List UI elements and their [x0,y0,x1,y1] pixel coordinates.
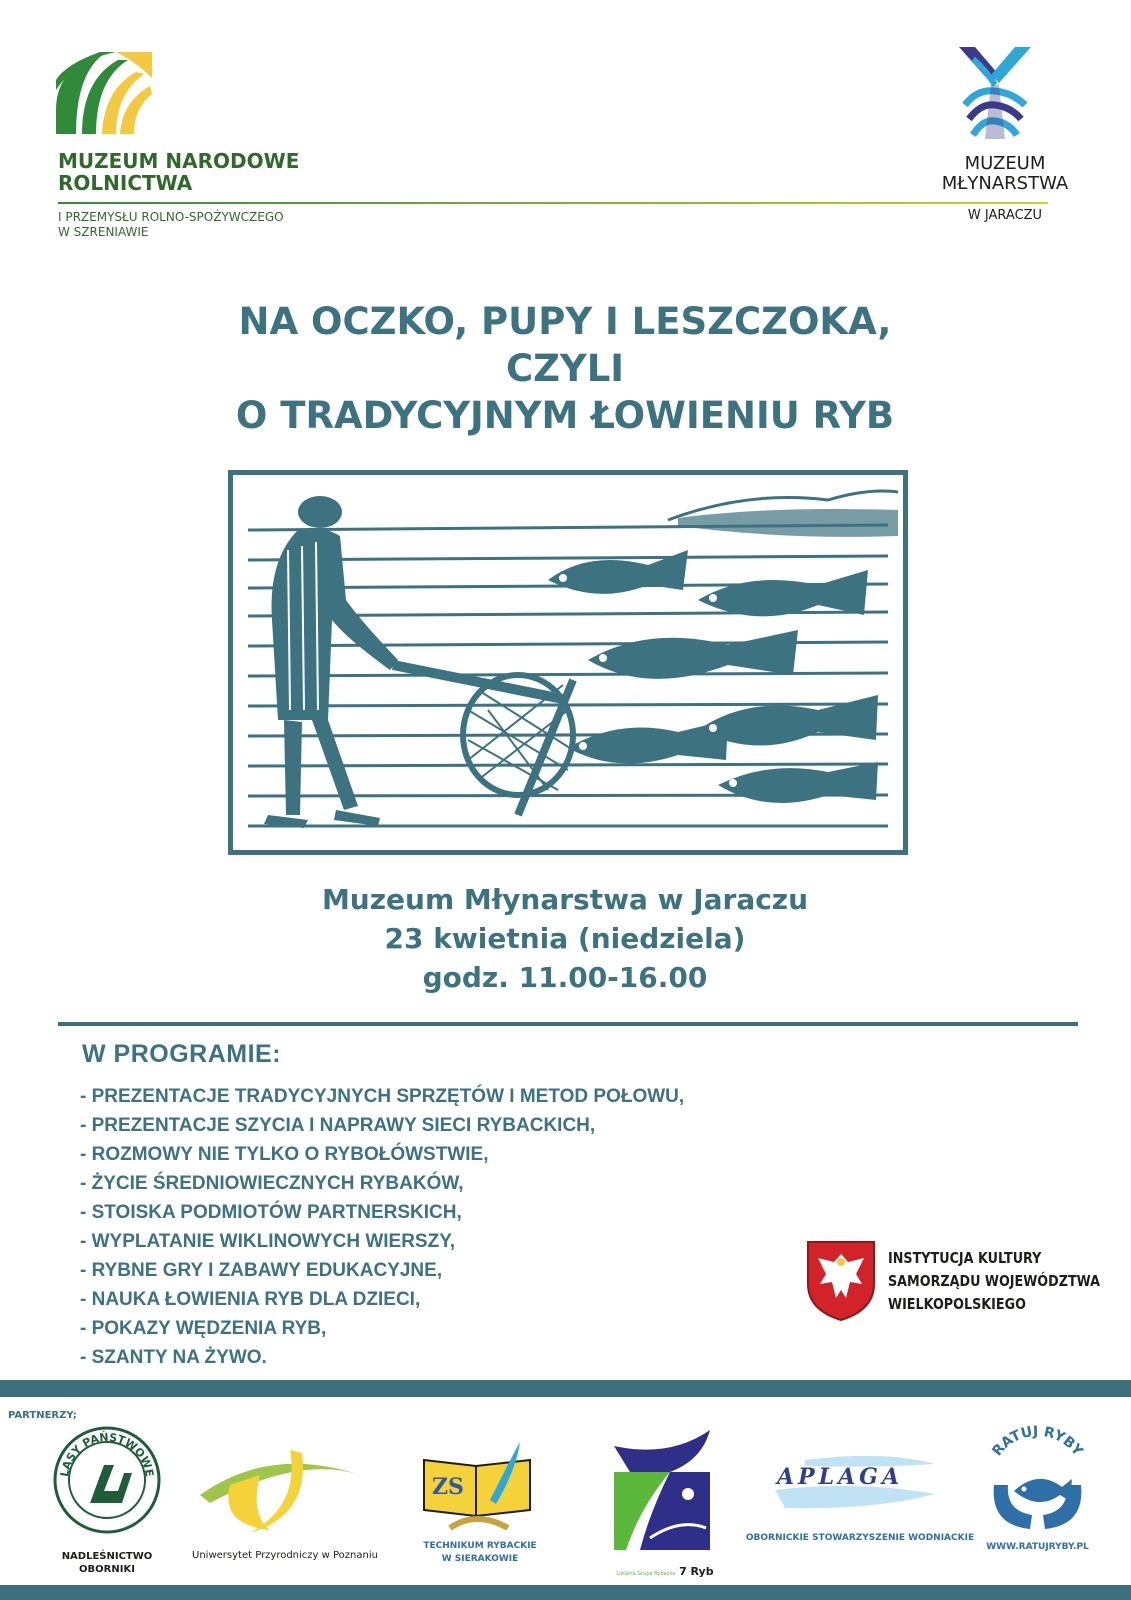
program-item: - NAUKA ŁOWIENIA RYB DLA DZIECI, [80,1289,421,1310]
institution-line3: WIELKOPOLSKIEGO [888,1295,1026,1313]
event-title [120,298,1010,439]
title-line1: NA OCZKO, PUPY I LESZCZOKA, [238,300,892,343]
windmill-logo-icon [955,45,1035,140]
fisherman-woodcut-icon [228,470,908,855]
partner-label-technikum: TECHNIKUM RYBACKIE W SIERAKOWIE [423,1541,537,1564]
left-logo-name-line2: ROLNICTWA [58,171,193,195]
title-line2: CZYLI [505,347,625,390]
svg-text:APLAGA: APLAGA [777,1464,904,1490]
partner-label-nadlesnictwo: NADLEŚNICTWO OBORNIKI [61,1551,153,1575]
footer-band-bottom [0,1585,1131,1600]
program-item: - POKAZY WĘDZENIA RYB, [80,1318,327,1339]
ratuj-ryby-logo-icon [980,1425,1095,1535]
header-rule [58,202,1048,204]
lgr-7-ryb-logo-icon [610,1428,720,1553]
program-item: - STOISKA PODMIOTÓW PARTNERSKICH, [80,1202,462,1223]
right-logo-subtitle: W JARACZU [967,208,1043,223]
partner-label-aplaga: OBORNICKIE STOWARZYSZENIE WODNIACKIE [745,1533,975,1543]
field-rows-logo-icon [56,50,152,134]
title-line3: O TRADYCYJNYM ŁOWIENIU RYB [235,394,895,437]
left-logo-sub-line2: W SZRENIAWIE [58,225,149,239]
lasy-panstwowe-logo-icon [52,1425,162,1535]
svg-text:ZS: ZS [432,1474,464,1500]
event-info [180,880,950,997]
right-logo-name [940,154,1070,194]
partner-label-lgr: Lokalna Grupa Rybacka 7 Ryb [616,1565,714,1578]
program-item: - ŻYCIE ŚREDNIOWIECZNYCH RYBAKÓW, [80,1173,464,1194]
partners-label: PARTNERZY; [8,1410,77,1421]
left-logo-subtitle [58,210,284,240]
program-list [80,1082,684,1372]
partner-label-university: Uniwersytet Przyrodniczy w Poznaniu [192,1550,378,1561]
institution-line1: INSTYTUCJA KULTURY [888,1249,1042,1267]
program-item: - PREZENTACJE SZYCIA I NAPRAWY SIECI RYBACKICH, [80,1115,596,1136]
svg-text:RATUJ RYBY: RATUJ RYBY [989,1425,1086,1460]
program-item: - RYBNE GRY I ZABAWY EDUKACYJNE, [80,1260,443,1281]
event-time: godz. 11.00-16.00 [422,961,708,994]
program-item: - SZANTY NA ŻYWO. [80,1347,267,1368]
left-logo-name-line1: MUZEUM NARODOWE [58,149,300,173]
left-logo-name [58,150,299,194]
svg-text:LASY PAŃSTWOWE: LASY PAŃSTWOWE [58,1430,156,1478]
institution-text [888,1247,1100,1316]
section-divider [58,1022,1078,1026]
right-logo-name-line1: MUZEUM [964,153,1046,174]
program-item: - WYPLATANIE WIKLINOWYCH WIERSZY, [80,1231,456,1252]
program-heading: W PROGRAMIE: [82,1040,282,1068]
aplaga-logo-icon [765,1450,945,1520]
footer-band-top [0,1380,1131,1397]
event-place: Muzeum Młynarstwa w Jaraczu [321,883,809,916]
institution-line2: SAMORZĄDU WOJEWÓDZTWA [888,1272,1101,1290]
wielkopolska-eagle-crest-icon [806,1240,876,1322]
right-logo-name-line2: MŁYNARSTWA [941,173,1069,194]
university-swoosh-logo-icon [190,1445,370,1535]
program-item: - ROZMOWY NIE TYLKO O RYBOŁÓWSTWIE, [80,1144,489,1165]
technikum-zs-logo-icon [420,1440,535,1530]
event-date: 23 kwietnia (niedziela) [384,922,746,955]
left-logo-sub-line1: I PRZEMYSŁU ROLNO-SPOŻYWCZEGO [58,210,284,224]
partner-label-ratuj-ryby: WWW.RATUJRYBY.PL [986,1542,1089,1552]
program-item: - PREZENTACJE TRADYCYJNYCH SPRZĘTÓW I METOD POŁOWU, [80,1086,685,1107]
